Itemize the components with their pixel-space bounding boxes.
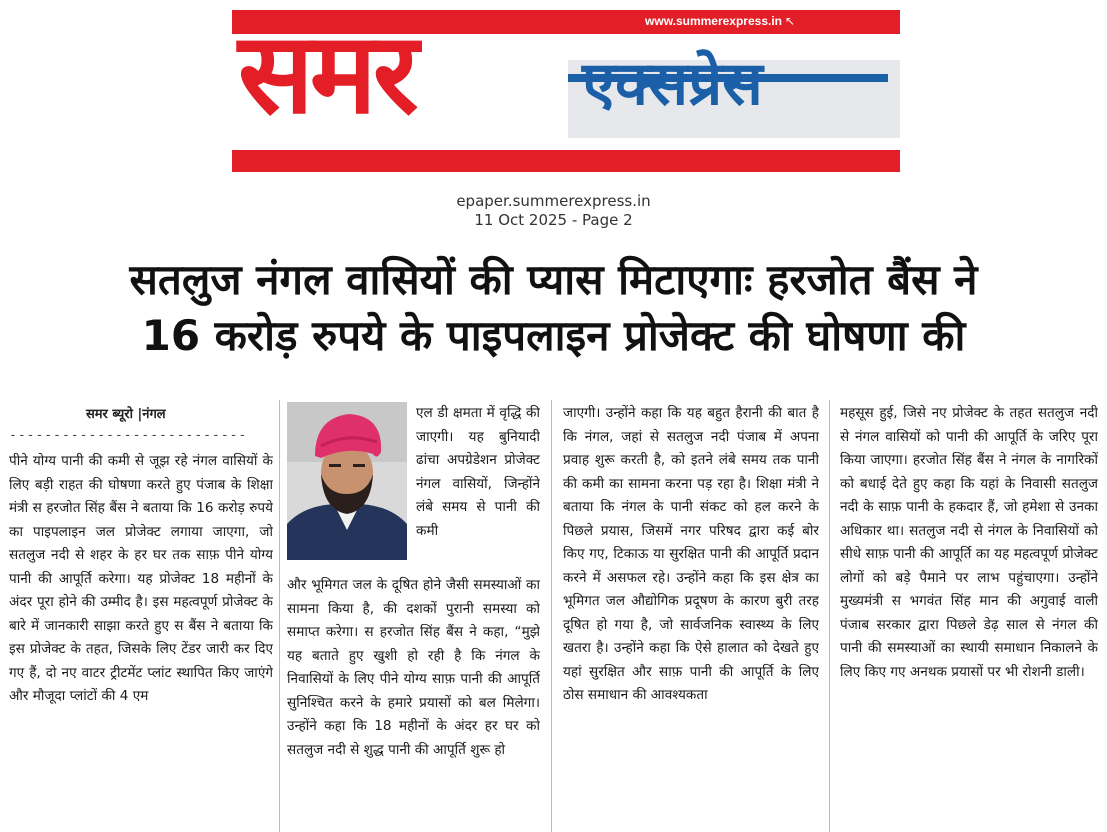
byline-separator: --------------------------- — [9, 428, 248, 443]
column-divider — [829, 400, 830, 832]
article-column-4: महसूस हुई, जिसे नए प्रोजेक्ट के तहत सतलुज नदी से नंगल वासियों को पानी की आपूर्ति के जरिए पूरा किया जाएगा। हरजोत सिंह बैंस ने नंगल के नागरिकों को बधाई देते हुए कहा कि यहां के निवासी सतलुज नदी के साफ़ पानी के हकदार हैं, जो हमेशा से उनका अधिकार था। सतलुज नदी से नंगल के निवासियों को सीधे साफ़ पानी की आपूर्ति का यह महत्वपूर्ण प्रोजेक्ट लोगों को बड़े पैमाने पर लाभ पहुंचाएगा। उन्होंने मुख्यमंत्री स भगवंत सिंह मान की अगुवाई वाली पंजाब सरकार द्वारा पिछले डेढ़ साल से नंगल की पानी की समस्याओं का स्थायी समाधान निकालने के लिए किए गए अनथक प्रयासों पर भी रोशनी डाली। — [840, 405, 1098, 680]
masthead-name-samar: समर — [238, 9, 415, 139]
article-column-2-bottom: और भूमिगत जल के दूषित होने जैसी समस्याओं का सामना किया है, की दशकों पुरानी समस्या को समाप्त करेगा। स हरजोत सिंह बैंस ने कहा, “मुझे यह बताते हुए खुशी हो रही है कि नंगल के निवासियों के लिए पीने योग्य साफ़ पानी की आपूर्ति सुनिश्चित करने के हमारे प्रयासों को बल मिलेगा। उन्होंने कहा कि 18 महीनों के अंदर हर घर को सतलुज नदी से शुद्ध पानी की आपूर्ति शुरू हो — [287, 577, 540, 758]
article-column-3: जाएगी। उन्होंने कहा कि यह बहुत हैरानी की बात है कि नंगल, जहां से सतलुज नदी पंजाब में अपना प्रवाह शुरू करती है, को इतने लंबे समय तक पानी की कमी का सामना करना पड़ रहा है। शिक्षा मंत्री ने बताया कि नंगल के पानी संकट को हल करने के पिछले प्रयास, जिसमें नगर परिषद द्वारा कई बोर किए गए, टिकाऊ या सुरक्षित पानी की आपूर्ति प्रदान करने में असफल रहे। उन्होंने कहा कि इस क्षेत्र का भूमिगत जल औद्योगिक प्रदूषण के कारण बुरी तरह दूषित हो गया है, जो सार्वजनिक स्वास्थ्य के लिए खतरा है। उन्होंने कहा कि ऐसे हालात को देखते हुए यहां सुरक्षित और साफ़ पानी की आपूर्ति के लिए ठोस समाधान की आवश्यकता — [563, 405, 819, 703]
edition-info — [0, 192, 1107, 230]
headline-line-2: 16 करोड़ रुपये के पाइपलाइन प्रोजेक्ट की घोषणा की — [141, 311, 966, 360]
masthead-name-express: एक्सप्रेस — [582, 49, 763, 119]
masthead-logo — [232, 10, 900, 172]
cursor-arrow-icon: ↖ — [784, 14, 795, 28]
column-divider — [551, 400, 552, 832]
edition-site[interactable]: epaper.summerexpress.in — [456, 192, 651, 210]
column-divider — [279, 400, 280, 832]
portrait-photo-svg — [287, 402, 407, 560]
masthead-bottom-bar — [232, 150, 900, 172]
masthead-url[interactable]: www.summerexpress.in — [645, 14, 782, 28]
byline: समर ब्यूरो |नंगल — [86, 407, 166, 422]
headline-line-1: सतलुज नंगल वासियों की प्यास मिटाएगाः हरजोत बैंस ने — [129, 255, 978, 304]
article-column-1: पीने योग्य पानी की कमी से जूझ रहे नंगल वासियों के लिए बड़ी राहत की घोषणा करते हुए पंजाब के शिक्षा मंत्री स हरजोत सिंह बैंस ने बताया कि 16 करोड़ रुपये का पाइपलाइन जल प्रोजेक्ट लगाया जाएगा, जो सतलुज नदी से शहर के हर घर तक साफ़ पीने योग्य पानी की आपूर्ति करेगा। यह प्रोजेक्ट 18 महीनों के अंदर पूरा होने की उम्मीद है। इस महत्वपूर्ण प्रोजेक्ट के बारे में जानकारी साझा करते हुए स बैंस ने बताया कि इस प्रोजेक्ट के तहत, जिसके लिए टेंडर जारी कर दिए गए हैं, दो नए वाटर ट्रीटमेंट प्लांट स्थापित किए जाएंगे और मौजूदा प्लांटों की 4 एम — [9, 453, 273, 704]
article-headline — [0, 252, 1107, 364]
edition-date-page: 11 Oct 2025 - Page 2 — [474, 211, 633, 229]
portrait-photo — [287, 402, 407, 560]
article-column-2-top: एल डी क्षमता में वृद्धि की जाएगी। यह बुनियादी ढांचा अपग्रेडेशन प्रोजेक्ट नंगल वासियों, जिन्होंने लंबे समय से पानी की कमी — [416, 405, 540, 539]
